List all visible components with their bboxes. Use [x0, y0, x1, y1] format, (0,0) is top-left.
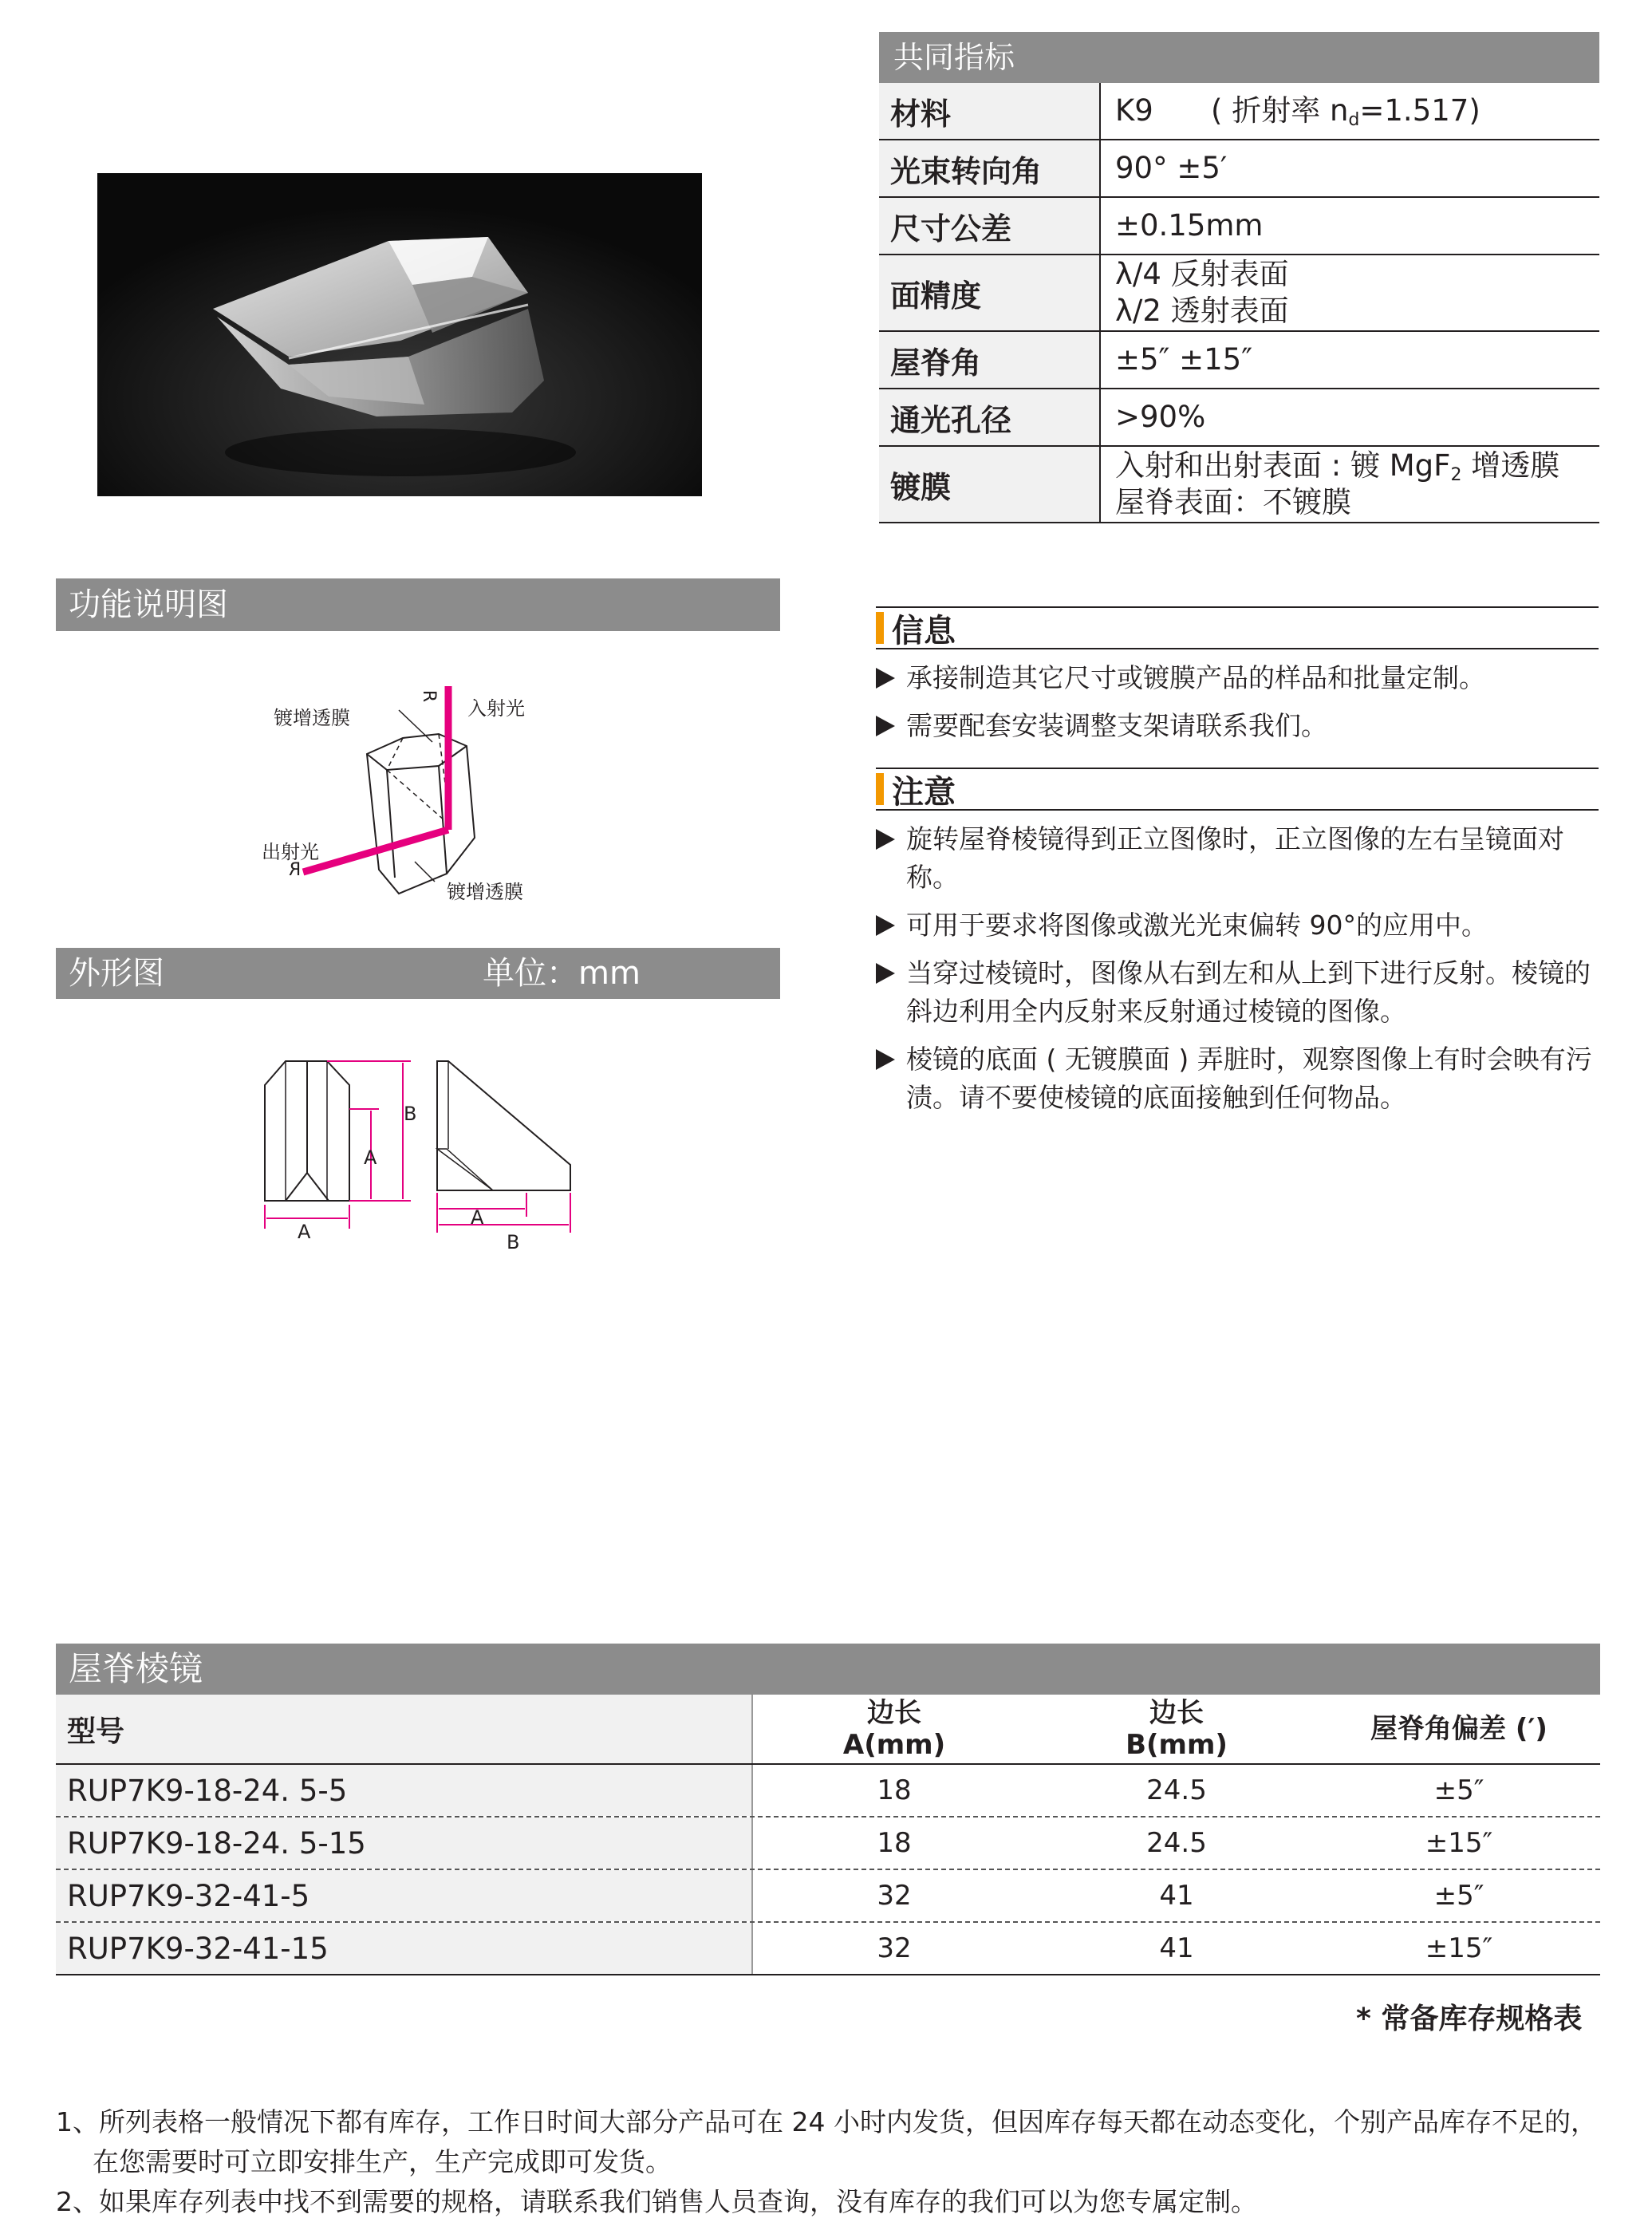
spec-value: λ/4 反射表面 λ/2 透射表面 — [1115, 257, 1289, 328]
bullet-triangle-icon — [876, 716, 895, 736]
footer-note-1: 1、所列表格一般情况下都有库存，工作日时间大部分产品可在 24 小时内发货，但因库存每天都在动态变化，个别产品库存不足的， 在您需要时可立即安排生产，生产完成即可发货。 — [56, 2106, 1597, 2177]
dim-a-left-vertical: A — [364, 1147, 377, 1169]
dim-a-left-bottom: A — [298, 1221, 311, 1243]
spec-row-tolerance — [879, 198, 1599, 255]
spec-value: >90% — [1115, 400, 1206, 434]
prism-photo — [97, 173, 702, 496]
spec-label: 面精度 — [879, 255, 1101, 330]
spec-table-title: 共同指标 — [879, 32, 1599, 83]
spec-row-aperture — [879, 389, 1599, 447]
bullet-triangle-icon — [876, 1049, 895, 1070]
spec-label: 镀膜 — [879, 447, 1101, 522]
spec-row-beam-angle — [879, 140, 1599, 198]
label-coating-top: 镀增透膜 — [274, 707, 350, 729]
label-r-top: R — [419, 689, 440, 703]
notice-item: 可用于要求将图像或激光光束偏转 90°的应用中。 — [876, 906, 1599, 945]
spec-label: 光束转向角 — [879, 140, 1101, 196]
table-row: RUP7K9-32-41-15 32 41 ±15″ — [56, 1923, 1600, 1975]
header-model: 型号 — [56, 1695, 753, 1763]
notice-title: 注意 — [892, 773, 956, 811]
notice-section — [876, 768, 1599, 1117]
dim-a-right: A — [471, 1206, 484, 1229]
info-header — [876, 606, 1599, 649]
shape-section-bar — [56, 948, 780, 999]
function-section-title: 功能说明图 — [56, 578, 780, 631]
product-table-header — [56, 1695, 1600, 1765]
spec-value: 90° ±5′ — [1115, 151, 1228, 185]
dim-b-left: B — [404, 1103, 417, 1125]
accent-mark — [876, 612, 884, 644]
notice-item: 当穿过棱镜时，图像从右到左和从上到下进行反射。棱镜的斜边利用全内反射来反射通过棱镜的图像。 — [876, 954, 1599, 1031]
spec-label: 通光孔径 — [879, 389, 1101, 445]
spec-value: ±5″ ±15″ — [1115, 342, 1253, 377]
product-table-title: 屋脊棱镜 — [56, 1644, 1600, 1695]
bullet-triangle-icon — [876, 963, 895, 984]
spec-row-material — [879, 83, 1599, 140]
product-table — [56, 1644, 1600, 1975]
header-side-a: 边长 A(mm) — [842, 1697, 946, 1761]
notice-header — [876, 768, 1599, 811]
label-coating-bottom: 镀增透膜 — [447, 881, 523, 903]
spec-value: 入射和出射表面 : 镀 MgF$_2$ 增透膜 屋脊表面：不镀膜 — [1115, 448, 1560, 519]
spec-row-roof-angle — [879, 332, 1599, 389]
footer-note-2: 2、如果库存列表中找不到需要的规格，请联系我们销售人员查询，没有库存的我们可以为您专属定制。 — [56, 2186, 1257, 2217]
bullet-triangle-icon — [876, 829, 895, 850]
spec-value: ±0.15mm — [1115, 208, 1264, 243]
spec-label: 屋脊角 — [879, 332, 1101, 388]
header-side-b: 边长 B(mm) — [1126, 1697, 1228, 1761]
info-section — [876, 606, 1599, 745]
spec-table — [879, 32, 1599, 523]
shape-section-title: 外形图 — [69, 955, 164, 992]
accent-mark — [876, 773, 884, 805]
info-title: 信息 — [892, 612, 956, 649]
label-incident-light: 入射光 — [467, 697, 525, 720]
table-row: RUP7K9-32-41-5 32 41 ±5″ — [56, 1870, 1600, 1923]
table-row: RUP7K9-18-24. 5-15 18 24.5 ±15″ — [56, 1817, 1600, 1870]
table-row: RUP7K9-18-24. 5-5 18 24.5 ±5″ — [56, 1765, 1600, 1817]
shape-diagram — [239, 1053, 598, 1253]
bullet-triangle-icon — [876, 915, 895, 936]
notice-item: 棱镜的底面 ( 无镀膜面 ) 弄脏时，观察图像上有时会映有污渍。请不要使棱镜的底面接触到任何物品。 — [876, 1040, 1599, 1117]
spec-label: 材料 — [879, 83, 1101, 139]
info-item: 承接制造其它尺寸或镀膜产品的样品和批量定制。 — [876, 659, 1599, 697]
label-r-left: R — [289, 860, 302, 880]
spec-value: K9 ( 折射率 $n_d=1.517$) — [1115, 93, 1480, 130]
info-item: 需要配套安装调整支架请联系我们。 — [876, 707, 1599, 745]
notice-item: 旋转屋脊棱镜得到正立图像时，正立图像的左右呈镜面对称。 — [876, 820, 1599, 897]
stock-footnote: * 常备库存规格表 — [1356, 2003, 1583, 2035]
spec-row-surface-accuracy — [879, 255, 1599, 332]
label-exit-light: 出射光 — [262, 841, 319, 863]
shape-section-unit: 单位：mm — [483, 955, 641, 992]
header-roof-deviation: 屋脊角偏差 (′) — [1370, 1713, 1548, 1745]
spec-label: 尺寸公差 — [879, 198, 1101, 254]
dim-b-right: B — [507, 1231, 520, 1253]
spec-row-coating — [879, 447, 1599, 523]
bullet-triangle-icon — [876, 668, 895, 689]
